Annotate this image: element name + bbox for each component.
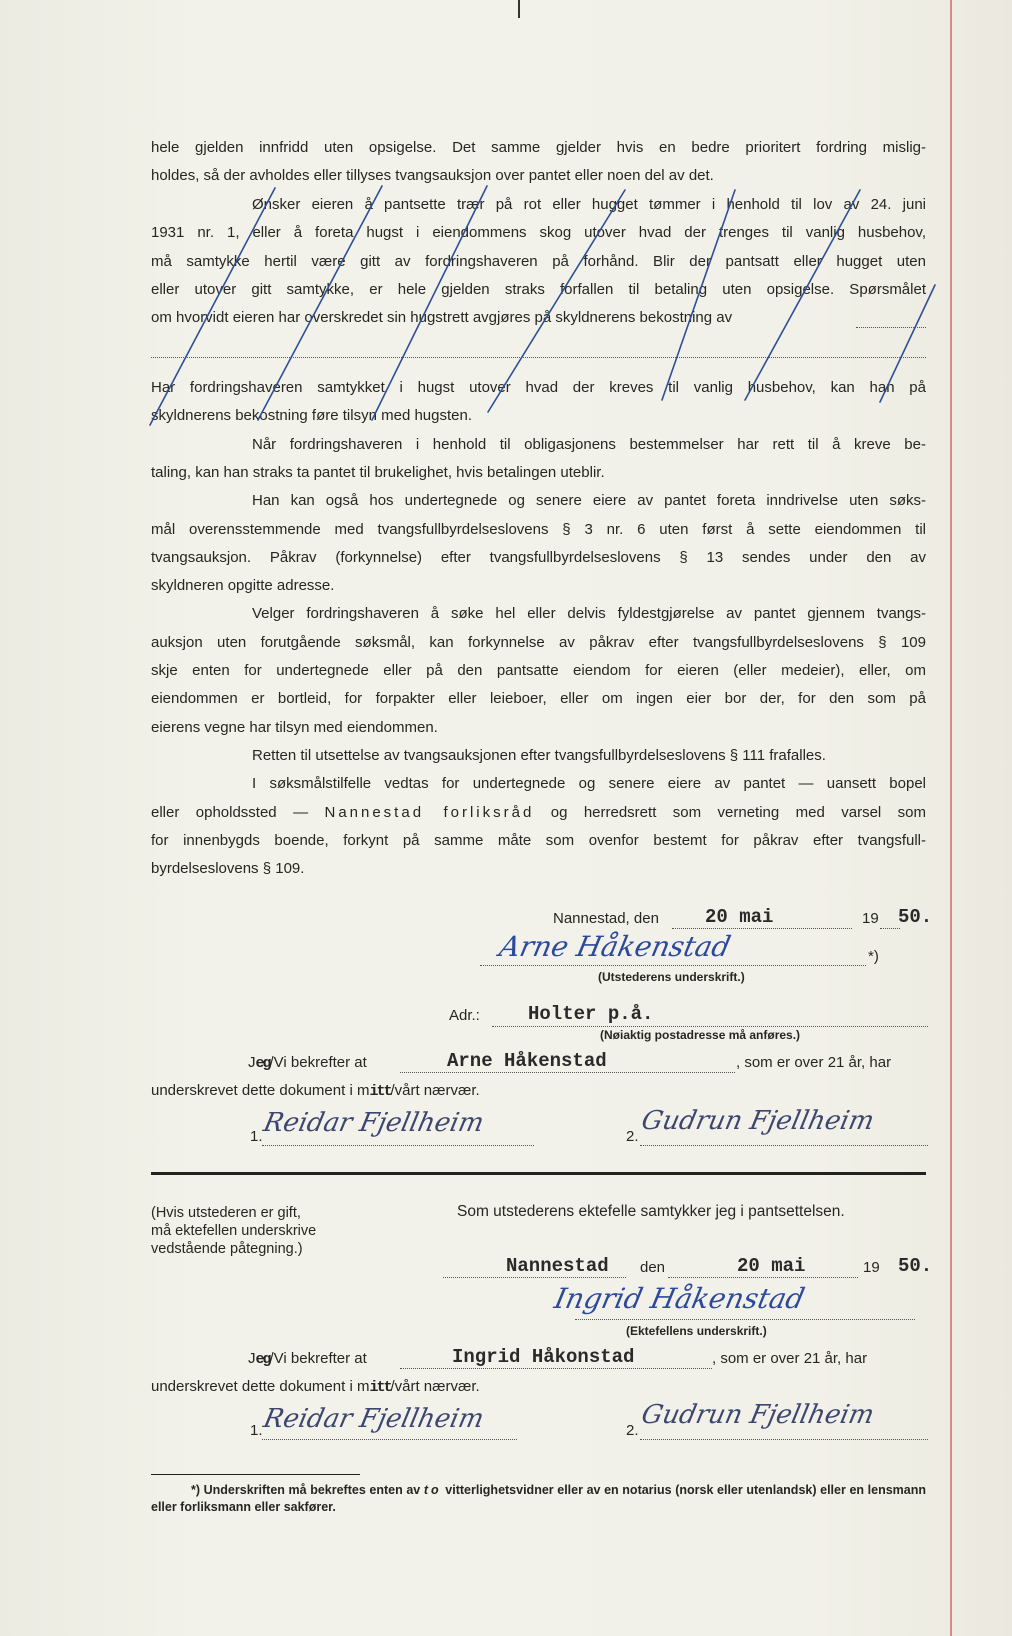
footnote xyxy=(151,1482,926,1516)
pen-stroke xyxy=(150,188,275,425)
body-text-line: Har fordringshaveren samtykket i hugst utover hvad der kreves til vanlig husbehov, kan han på xyxy=(151,379,926,396)
spouse-witness1-line xyxy=(262,1438,517,1440)
witness-line2 xyxy=(151,1082,480,1100)
spouse-witness1-signature: Reidar Fjellheim xyxy=(260,1404,487,1434)
spouse-witness1-number: 1. xyxy=(250,1422,263,1439)
address-field: Holter p.å. xyxy=(528,1003,654,1025)
section-divider xyxy=(151,1172,926,1175)
body-text-line: skyldnerens bekostning føre tilsyn med hugsten. xyxy=(151,407,472,425)
side-note-line: (Hvis utstederen er gift, xyxy=(151,1205,301,1221)
witness-line2-post: /vårt nærvær. xyxy=(390,1082,480,1099)
spouse-witness2-number: 2. xyxy=(626,1422,639,1439)
spouse-signature-line xyxy=(575,1318,915,1320)
issuer-signature-caption: (Utstederens underskrift.) xyxy=(598,970,745,984)
spouse-place-field: Nannestad xyxy=(506,1255,609,1277)
den-label: den xyxy=(640,1259,666,1276)
body-text-part: og herredsrett som verneting med varsel som xyxy=(534,803,926,821)
witness-intro-j: J xyxy=(248,1350,256,1367)
pen-stroke xyxy=(258,186,382,420)
venue-text: Nannestad forliksråd xyxy=(324,803,535,821)
address-field-line xyxy=(492,1025,928,1027)
struck-text: itt xyxy=(369,1379,391,1396)
footnote-divider xyxy=(151,1474,360,1475)
issuer-signature-line xyxy=(480,964,866,966)
spouse-witness-intro xyxy=(248,1350,367,1368)
body-text-line: Når fordringshaveren i henhold til obligasjonens bestemmelser har rett til å kreve be- xyxy=(252,435,926,453)
body-text-line: eierens vegne har tilsyn med eiendommen. xyxy=(151,718,438,736)
witness1-number: 1. xyxy=(250,1128,263,1145)
body-text-line: om hvorvidt eieren har overskredet sin hugstrett avgjøres på skyldnerens bekostning av xyxy=(151,309,733,327)
spouse-side-note xyxy=(151,1204,316,1258)
spouse-year-field: 50. xyxy=(898,1255,933,1277)
body-text-line: eller utover gitt samtykke, er hele gjelden straks forfallen til betaling uten opsigelse. Spørsmålet xyxy=(151,281,926,298)
spouse-witness2-line xyxy=(640,1438,928,1440)
body-text-line: skje enten for undertegnede eller på den pantsatte eiendom for eieren (eller medeier), eller, om xyxy=(151,662,926,679)
year-field-line xyxy=(880,927,900,929)
witness2-line xyxy=(640,1144,928,1146)
body-text-line: tvangsauksjon. Påkrav (forkynnelse) efter tvangsfullbyrdelseslovens § 13 sendes under den av xyxy=(151,548,926,566)
body-text-line: byrdelseslovens § 109. xyxy=(151,860,305,878)
body-text-line: Retten til utsettelse av tvangsauksjonen efter tvangsfullbyrdelseslovens § 111 frafalles. xyxy=(252,746,826,764)
pen-stroke xyxy=(880,285,935,402)
side-note-line: vedstående påtegning.) xyxy=(151,1241,303,1257)
date-field: 20 mai xyxy=(705,906,774,928)
spouse-signature-caption: (Ektefellens underskrift.) xyxy=(626,1324,767,1338)
witness-age-text: , som er over 21 år, har xyxy=(736,1054,892,1071)
footnote-text: *) Underskriften må bekreftes enten av xyxy=(191,1483,424,1497)
footnote-emphasis: to xyxy=(423,1483,442,1497)
body-text-line: 1931 nr. 1, eller å foreta hugst i eiendommens skog utover hvad der trenges til vanlig husbehov, xyxy=(151,224,926,242)
struck-text: eg xyxy=(255,1055,270,1072)
spouse-consent-text: Som utstederens ektefelle samtykker jeg i pantsettelsen. xyxy=(457,1203,845,1220)
witness2-number: 2. xyxy=(626,1128,639,1145)
body-text-line: Han kan også hos undertegnede og senere eiere av pantet foreta inndrivelse uten søks- xyxy=(252,492,926,510)
pen-stroke xyxy=(745,190,860,400)
witness2-signature: Gudrun Fjellheim xyxy=(638,1106,877,1136)
witness-intro-rest: /Vi bekrefter at xyxy=(269,1350,367,1367)
footnote-mark: *) xyxy=(868,948,879,965)
year-prefix: 19 xyxy=(862,910,879,927)
witness-intro-j: J xyxy=(248,1054,256,1071)
spouse-witness-name-field: Ingrid Håkonstad xyxy=(452,1346,635,1368)
address-caption: (Nøiaktig postadresse må anføres.) xyxy=(600,1028,801,1042)
struck-text: itt xyxy=(369,1083,391,1100)
pen-stroke xyxy=(488,190,625,412)
witness1-signature: Reidar Fjellheim xyxy=(260,1108,487,1138)
address-label: Adr.: xyxy=(449,1007,480,1024)
struck-text: eg xyxy=(255,1351,270,1368)
pen-stroke xyxy=(372,186,487,420)
body-text-line: taling, kan han straks ta pantet til brukelighet, hvis betalingen uteblir. xyxy=(151,463,605,481)
spouse-witness2-signature: Gudrun Fjellheim xyxy=(638,1400,877,1430)
body-text-line: Velger fordringshaveren å søke hel eller delvis fyldestgjørelse av pantet gjennem tvangs- xyxy=(252,605,926,623)
body-text-line: eiendommen er bortleid, for forpakter eller leieboer, eller om ingen eier bor der, for den som på xyxy=(151,690,926,708)
body-text-line: I søksmålstilfelle vedtas for undertegnede og senere eiere av pantet — uansett bopel xyxy=(252,775,926,793)
body-text-line: auksjon uten forutgående søksmål, kan forkynnelse av påkrav efter tvangsfullbyrdelseslovens § 109 xyxy=(151,633,926,651)
witness-intro xyxy=(248,1054,367,1072)
spouse-signature: Ingrid Håkenstad xyxy=(551,1282,808,1315)
body-text-part: eller opholdssted — xyxy=(151,803,325,821)
witness-line2-pre: underskrevet dette dokument i m xyxy=(151,1378,370,1395)
pen-stroke xyxy=(662,190,735,400)
spouse-witness-age-text: , som er over 21 år, har xyxy=(712,1350,868,1367)
spouse-date-field: 20 mai xyxy=(737,1255,806,1277)
witness1-line xyxy=(262,1144,534,1146)
body-text-line: holdes, så der avholdes eller tillyses tvangsauksjon over pantet eller noen del av det. xyxy=(151,167,714,185)
body-text-line: skyldneren opgitte adresse. xyxy=(151,577,335,595)
witness-line2-pre: underskrevet dette dokument i m xyxy=(151,1082,370,1099)
side-note-line: må ektefellen underskrive xyxy=(151,1223,317,1239)
body-text-line: må samtykke hertil være gitt av fordringshaveren på forhånd. Blir der pantsatt eller hugget uten xyxy=(151,252,926,270)
spouse-witness-line2 xyxy=(151,1378,480,1396)
footnote-text: vitterlighetsvidner eller av en notarius (norsk eller utenlandsk) eller en lensmann eller forliksmann eller sakfører. xyxy=(151,1483,926,1514)
spouse-year-prefix: 19 xyxy=(863,1259,880,1276)
place-date-label: Nannestad, den xyxy=(553,910,659,927)
body-text-line: mål overensstemmende med tvangsfullbyrdelseslovens § 3 nr. 6 uten først å sette eiendommen til xyxy=(151,520,926,538)
issuer-signature: Arne Håkenstad xyxy=(496,930,734,963)
year-field: 50. xyxy=(898,906,933,928)
witness-name-field: Arne Håkenstad xyxy=(447,1050,607,1072)
witness-line2-post: /vårt nærvær. xyxy=(390,1378,480,1395)
body-text-line: for innenbygds boende, forkynt på samme måte som ovenfor bestemt for påkrav efter tvangsfull- xyxy=(151,831,926,849)
body-text-line: hele gjelden innfridd uten opsigelse. Det samme gjelder hvis en bedre prioritert fordring mislig- xyxy=(151,139,926,156)
witness-intro-rest: /Vi bekrefter at xyxy=(269,1054,367,1071)
body-text-line: Ønsker eieren å pantsette trær på rot eller hugget tømmer i henhold til lov av 24. juni xyxy=(252,195,926,213)
